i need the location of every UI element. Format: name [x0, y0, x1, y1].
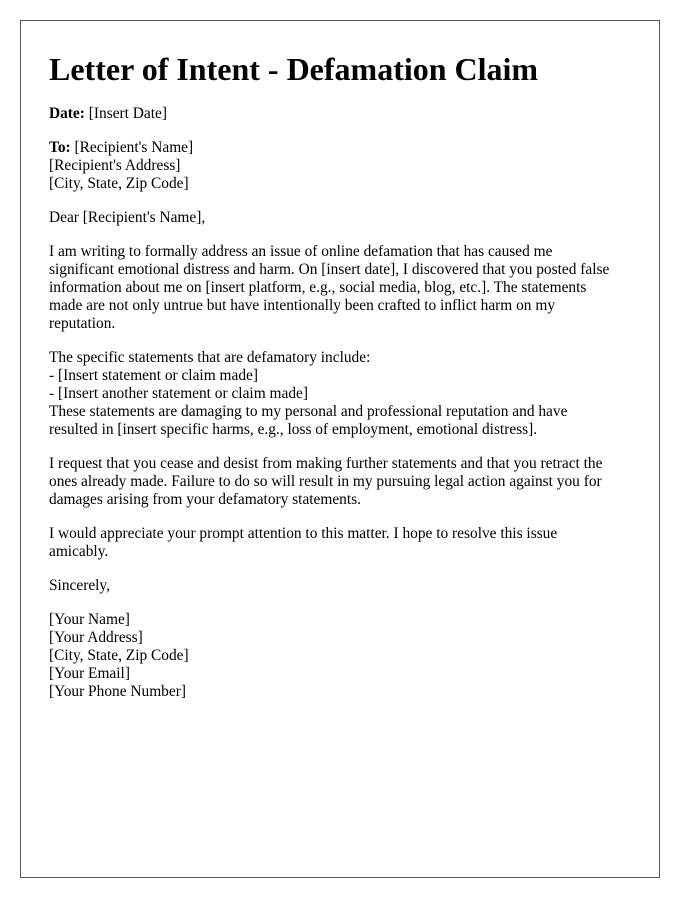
signature-name: [Your Name]: [49, 611, 130, 628]
paragraph-line: damages arising from your defamatory statements.: [49, 491, 361, 508]
statement-list-item: - [Insert another statement or claim made]: [49, 385, 308, 402]
signature-block: [49, 611, 631, 701]
recipient-city: [City, State, Zip Code]: [49, 175, 189, 192]
paragraph-line: I request that you cease and desist from making further statements and that you retract the: [49, 455, 603, 472]
paragraph-cease-and-desist: [49, 455, 631, 509]
paragraph-closing-remarks: [49, 525, 631, 561]
date-label: Date:: [49, 105, 85, 122]
recipient-block: [49, 139, 631, 193]
signature-email: [Your Email]: [49, 665, 130, 682]
paragraph-line: reputation.: [49, 315, 116, 332]
paragraph-defamation-issue: [49, 243, 631, 333]
signature-address: [Your Address]: [49, 629, 143, 646]
salutation-text: Dear [Recipient's Name],: [49, 209, 206, 226]
paragraph-line: information about me on [insert platform, e.g., social media, blog, etc.]. The statements: [49, 279, 587, 296]
paragraph-line: resulted in [insert specific harms, e.g., loss of employment, emotional distress].: [49, 421, 538, 438]
letter-page: [20, 20, 660, 878]
to-label: To:: [49, 139, 71, 156]
closing-text: Sincerely,: [49, 577, 110, 594]
statement-list-item: - [Insert statement or claim made]: [49, 367, 258, 384]
paragraph-line: I am writing to formally address an issue of online defamation that has caused me: [49, 243, 553, 260]
paragraph-statements: [49, 349, 631, 439]
recipient-address: [Recipient's Address]: [49, 157, 181, 174]
paragraph-line: The specific statements that are defamatory include:: [49, 349, 371, 366]
date-line: [49, 105, 631, 123]
paragraph-line: significant emotional distress and harm. On [insert date], I discovered that you posted false: [49, 261, 610, 278]
paragraph-line: I would appreciate your prompt attention to this matter. I hope to resolve this issue: [49, 525, 558, 542]
date-value: [Insert Date]: [84, 105, 167, 122]
signature-phone: [Your Phone Number]: [49, 683, 186, 700]
paragraph-line: made are not only untrue but have intentionally been crafted to inflict harm on my: [49, 297, 556, 314]
salutation: [49, 209, 631, 227]
paragraph-line: These statements are damaging to my personal and professional reputation and have: [49, 403, 568, 420]
letter-title: Letter of Intent - Defamation Claim: [49, 51, 539, 87]
closing: [49, 577, 631, 595]
paragraph-line: ones already made. Failure to do so will result in my pursuing legal action against you for: [49, 473, 602, 490]
signature-city: [City, State, Zip Code]: [49, 647, 189, 664]
recipient-name: [Recipient's Name]: [70, 139, 194, 156]
paragraph-line: amicably.: [49, 543, 109, 560]
